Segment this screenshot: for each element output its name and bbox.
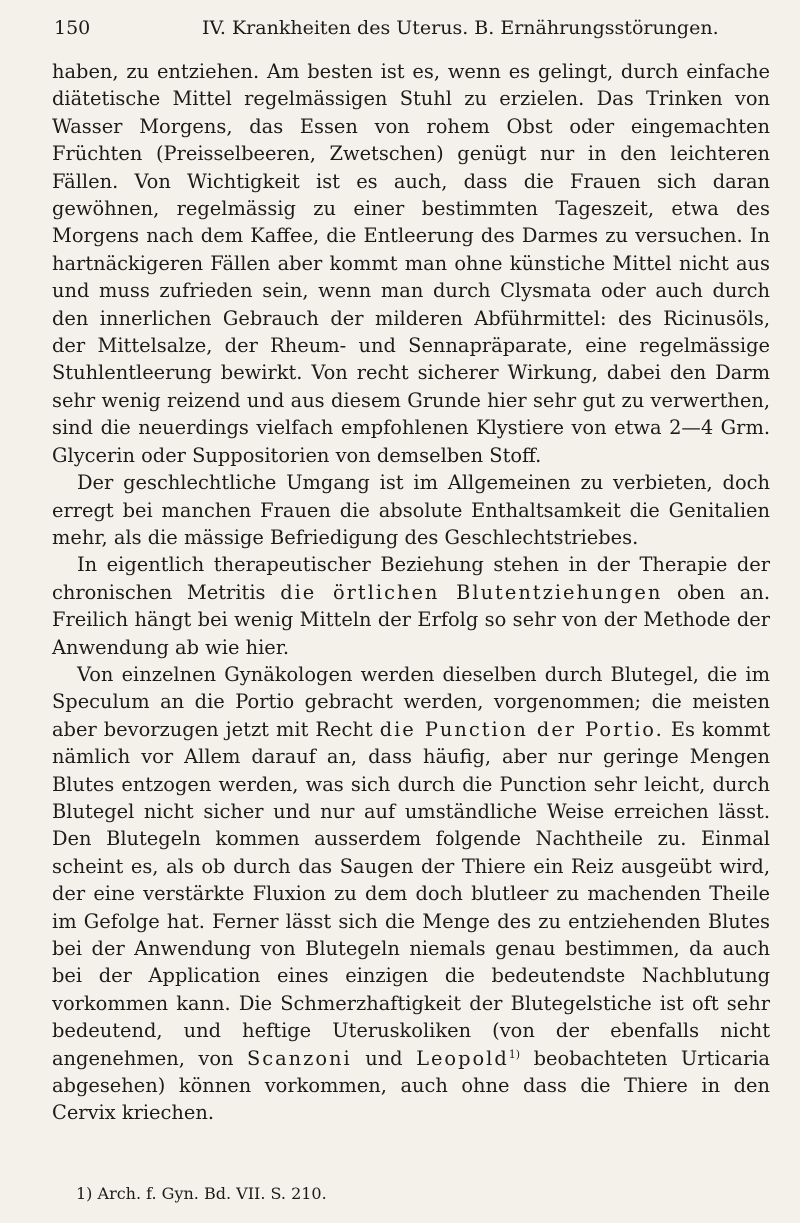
paragraph-2: Der geschlechtliche Umgang ist im Allgemeinen zu verbieten, doch erregt bei manchen Frauen die absolute Enthaltsamkeit die Genitalien mehr, als die mässige Befriedigung des Geschlechtstriebes. xyxy=(52,471,770,549)
paragraph-4-middle: Es kommt nämlich vor Allem darauf an, dass häufig, aber nur geringe Mengen Blutes entzogen werden, was sich durch die Punction sehr leicht, durch Blutegel nicht sicher und nur auf umständliche Weise erreichen lässt. Den Blutegeln kommen ausserdem folgende Nachtheile zu. Einmal scheint es, als ob durch das Saugen der Thiere ein Reiz ausgeübt wird, der eine verstärkte Fluxion zu dem doch blutleer zu machenden Theile im Gefolge hat. Ferner lässt sich die Menge des zu entziehenden Blutes bei der Anwendung von Blutegeln niemals genau bestimmen, da auch bei der Application eines einzigen die bedeutendste Nachblutung vorkommen kann. Die Schmerzhaftigkeit der Blutegelstiche ist oft sehr bedeutend, und heftige Uteruskoliken (von der ebenfalls nicht angenehmen, von xyxy=(52,717,770,1070)
emphasis-punction: die Punction der Portio. xyxy=(379,717,664,741)
page-number: 150 xyxy=(54,17,91,39)
running-header xyxy=(52,14,772,42)
emphasis-blutentziehungen: die örtlichen Blutentziehungen xyxy=(280,580,663,604)
paragraph-4-lead: Von einzelnen Gynäkologen werden dieselben durch Blutegel, die im Speculum an die Portio gebracht werden, vorgenommen; die meisten aber bevorzugen jetzt mit Recht xyxy=(52,662,770,741)
paragraph-4 xyxy=(52,661,770,1127)
conjunction-und: und xyxy=(365,1046,403,1070)
paragraph-3 xyxy=(52,551,770,661)
paragraph-3-tail: oben an. Freilich hängt bei wenig Mitteln der Erfolg so sehr von der Methode der Anwendung ab wie hier. xyxy=(52,580,771,659)
paragraph-3-lead: In eigentlich therapeutischer Beziehung stehen in der Therapie der chronischen Metritis xyxy=(52,553,770,604)
author-leopold: Leopold xyxy=(416,1046,509,1070)
paragraph-4-tail: beobachteten Urticaria abgesehen) können vorkommen, auch ohne dass die Thiere in den Cervix kriechen. xyxy=(52,1046,770,1125)
body-text xyxy=(52,58,770,1127)
author-scanzoni: Scanzoni xyxy=(246,1046,352,1070)
paragraph-1: haben, zu entziehen. Am besten ist es, wenn es gelingt, durch einfache diätetische Mittel regelmässigen Stuhl zu erzielen. Das Trinken von Wasser Morgens, das Essen von rohem Obst oder eingemachten Früchten (Preisselbeeren, Zwetschen) genügt nur in den leichteren Fällen. Von Wichtigkeit ist es auch, dass die Frauen sich daran gewöhnen, regelmässig zu einer bestimmten Tageszeit, etwa des Morgens nach dem Kaffee, die Entleerung des Darmes zu versuchen. In hartnäckigeren Fällen aber kommt man ohne künstiche Mittel nicht aus und muss zufrieden sein, wenn man durch Clysmata oder auch durch den innerlichen Gebrauch der milderen Abführmittel: des Ricinusöls, der Mittelsalze, der Rheum- und Sennapräparate, eine regelmässige Stuhlentleerung bewirkt. Von recht sicherer Wirkung, dabei den Darm sehr wenig reizend und aus diesem Grunde hier sehr gut zu verwerthen, sind die neuerdings vielfach empfohlenen Klystiere von etwa 2—4 Grm. Glycerin oder Suppositorien von demselben Stoff. xyxy=(52,60,770,467)
footnote: 1) Arch. f. Gyn. Bd. VII. S. 210. xyxy=(76,1184,327,1203)
running-title: IV. Krankheiten des Uterus. B. Ernährungsstörungen. xyxy=(202,17,719,39)
book-page xyxy=(52,0,772,1223)
footnote-reference[interactable]: 1) xyxy=(508,1047,521,1061)
